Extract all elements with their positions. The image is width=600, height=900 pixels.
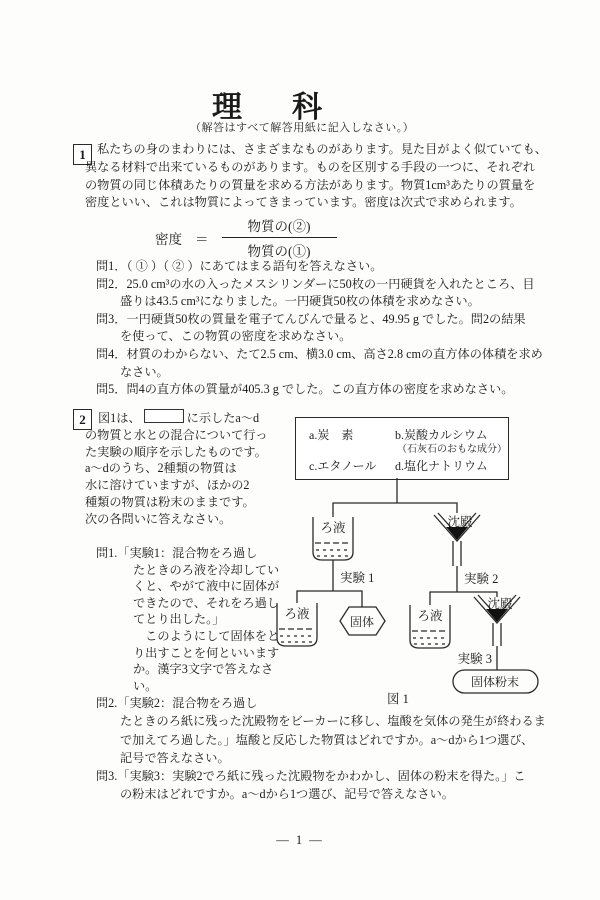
question-item: 問4．材質のわからない、たて2.5 cm、横3.0 cm、高さ2.8 cmの直方体の体積を求め なさい。 [96, 346, 543, 379]
section-1-number: 1 [73, 144, 92, 165]
equals-sign: ＝ [195, 231, 209, 247]
question-item: 問3．一円硬貨50枚の質量を電子てんびんで量ると、49.95 g でした。問2の結果 を使って、この物質の密度を求めなさい。 [96, 311, 526, 344]
section-2-number: 2 [73, 409, 92, 430]
split-2-left [297, 591, 362, 607]
formula-lhs: 密度 [155, 231, 182, 247]
exam-subtitle: （解答はすべて解答用紙に記入しなさい。） [190, 122, 415, 134]
fraction-numerator: 物質の(②) [222, 215, 337, 238]
experiment-3-label: 実験 3 [457, 652, 492, 666]
experiment-2-label: 実験 2 [464, 572, 499, 586]
question-item: 問1.「実験1：混合物をろ過し たときのろ液を冷却してい くと、やがて液中に固体が できたので、それをろ過し てとり出した。」 このようにして固体をと り出すことを何といいます か。漢字3文字で答えなさ い。 [96, 546, 280, 693]
formula-fraction [222, 215, 337, 260]
question-item: 問1．（ ① ）（ ② ）にあてはまる語句を答えなさい。 [96, 259, 383, 273]
exam-title: 理 科 [212, 91, 332, 124]
section-1-intro: 私たちの身のまわりには、さまざまなものがあります。見た目がよく似ていても、 異なる材料で出来ているものがあります。ものを区別する手段の一つに、それぞれ の物質の同じ体積あたりの質量を求める方法があります。物質1cm³あたりの質量を 密度といい、これは物質によってきまっています。密度は次式で求められます。 [85, 142, 547, 210]
substance-d: d.塩化ナトリウム [395, 459, 488, 473]
intro-first-line [85, 409, 305, 427]
question-item: 問5．問4の直方体の質量が405.3 g でした。この直方体の密度を求めなさい。 [96, 382, 514, 397]
question-item: 問3.「実験3：実験2でろ紙に残った沈殿物をかわかし、固体の粉末を得た。」こ の粉末はどれですか。a～dから1つ選び、記号で答えなさい。 [96, 769, 526, 802]
filtrate-label: ろ液 [417, 609, 443, 623]
filtrate-label: ろ液 [320, 521, 346, 535]
section-1-questions [96, 258, 543, 399]
fraction-denominator: 物質の(①) [247, 244, 311, 259]
figure-caption: 図 1 [387, 692, 409, 706]
filtrate-label: ろ液 [284, 607, 310, 621]
solid-label: 固体 [349, 615, 375, 629]
intro-lines: の物質と水との混合について行っ た実験の順序を示したものです。 a～dのうち、2種類の物質は 水に溶けていますが、ほかの2 種類の物質は粉末のままです。 次の各問いに答えなさい。 [85, 427, 268, 526]
substance-a: a.炭 素 [309, 428, 354, 442]
precipitate-label: 沈殿 [447, 515, 473, 529]
substance-c: c.エタノール [309, 459, 377, 473]
question-item: 問2.「実験2：混合物をろ過し たときのろ紙に残った沈殿物をビーカーに移し、塩酸を気体の発生が終わるま で加えてろ過した。」塩酸と反応した物質はどれですか。a～dから1つ選び、 記号で答えなさい。 [96, 696, 546, 765]
blank-answer-box [144, 409, 184, 423]
page-number: ― 1 ― [276, 833, 324, 847]
experiment-1-label: 実験 1 [340, 571, 375, 585]
question-item: 問2．25.0 cm³の水の入ったメスシリンダーに50枚の一円硬貨を入れたところ、目 盛りは43.5 cm³になりました。一円硬貨50枚の体積を求めなさい。 [96, 276, 535, 309]
intro-pre-text: 図1は、 [98, 411, 141, 425]
section-2-questions [96, 694, 546, 804]
experiment-flow-diagram [270, 470, 550, 710]
precipitate-label: 沈殿 [487, 597, 513, 611]
density-formula [155, 215, 337, 260]
substance-b: b.炭酸カルシウム [395, 428, 488, 442]
split-1 [333, 503, 457, 517]
intro-post-text: に示したa～d [186, 411, 260, 425]
substance-b-note: （石灰石のおもな成分） [397, 444, 507, 455]
solid-powder-label: 固体粉末 [470, 675, 520, 689]
